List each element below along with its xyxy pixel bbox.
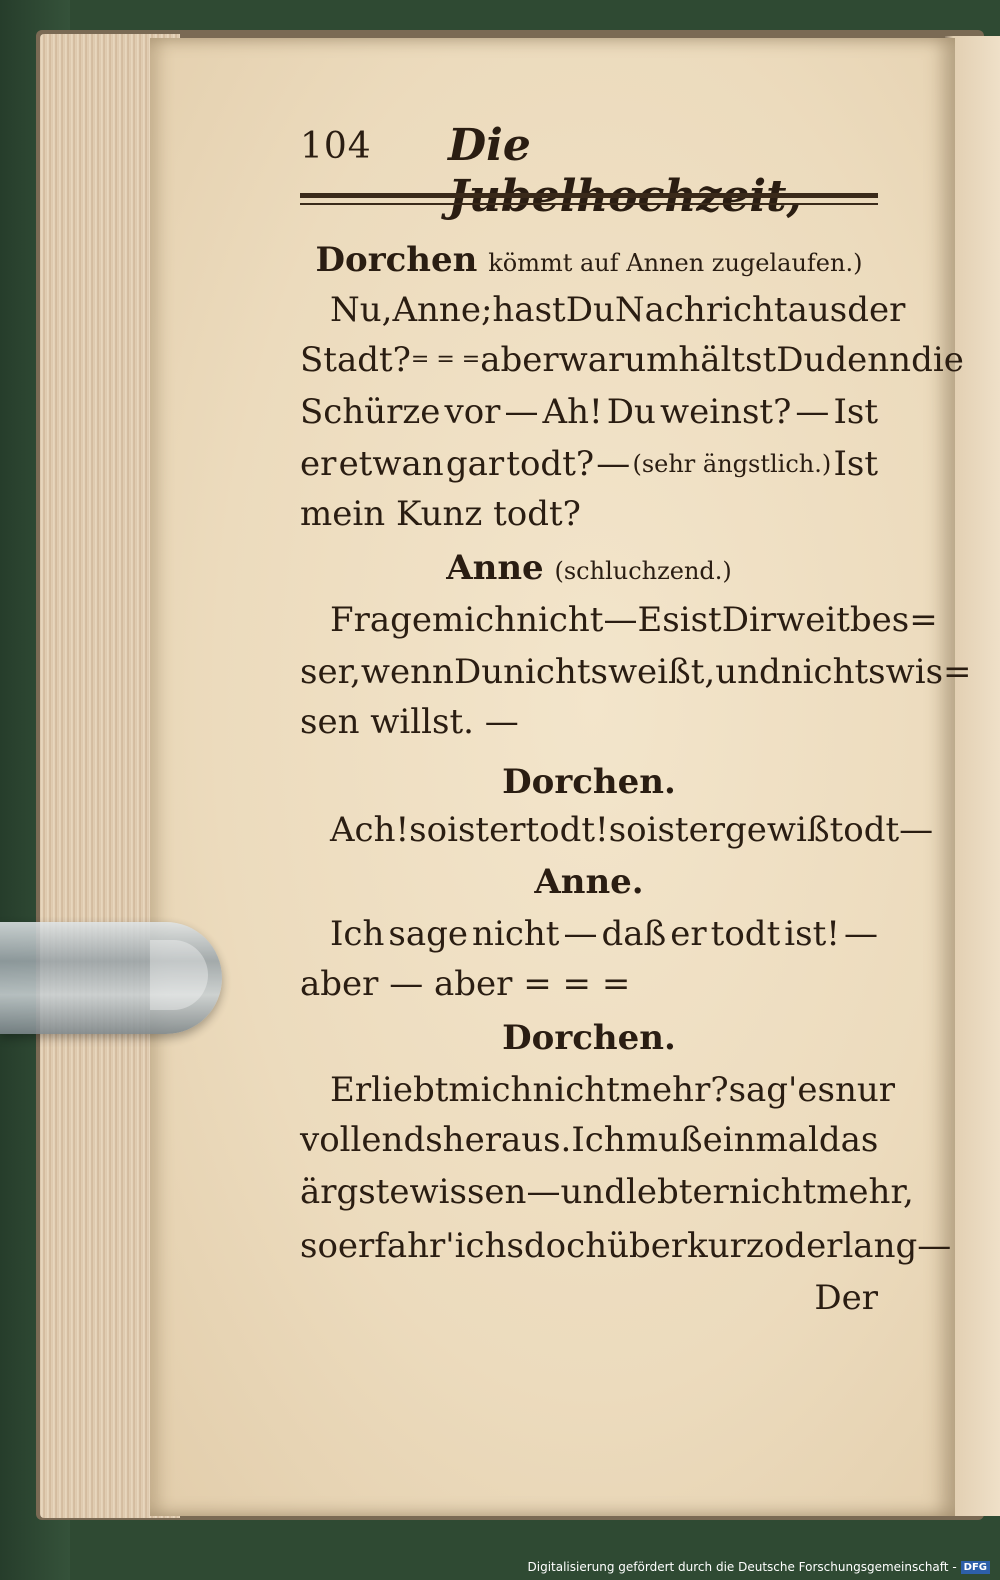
word: kurz [687, 1226, 764, 1266]
word: gar [445, 444, 505, 484]
word: er [692, 1172, 729, 1212]
word: doch [523, 1226, 608, 1266]
word: Du [453, 652, 504, 692]
word: weit [776, 600, 850, 640]
text-line [330, 290, 906, 330]
word: so [300, 1226, 338, 1266]
word: vollends [300, 1120, 443, 1160]
word: ichs [454, 1226, 524, 1266]
word: Dir [721, 600, 777, 640]
word: — [917, 1226, 952, 1266]
stage-direction: kömmt auf Annen zugelaufen.) [488, 249, 863, 277]
word: Nu, [330, 290, 393, 330]
text-line: mein Kunz todt? [300, 494, 581, 534]
text-line [300, 1120, 878, 1160]
word: ist [679, 600, 722, 640]
credit-text: Digitalisierung gefördert durch die Deutsche Forschungsgemeinschaft - [527, 1560, 957, 1574]
page-header [300, 120, 880, 180]
word: — [843, 914, 878, 954]
word: lang [842, 1226, 918, 1266]
word: und [560, 1172, 626, 1212]
word: wenn [360, 652, 454, 692]
word: er [670, 914, 707, 954]
word: liebt [371, 1070, 449, 1110]
text-line [300, 444, 878, 484]
word: der [847, 290, 906, 330]
speaker-name: Dorchen. [502, 762, 676, 802]
text-line [330, 810, 934, 850]
word: ser, [300, 652, 361, 692]
word: vor [444, 392, 501, 432]
word: Du [776, 340, 826, 380]
stage-direction: (sehr ängstlich.) [632, 450, 832, 478]
speaker-name: Anne [446, 548, 544, 588]
word: so [608, 810, 647, 850]
word: = = = [410, 347, 481, 372]
word: aber [480, 340, 559, 380]
word: nichts [503, 652, 608, 692]
word: Ist [833, 444, 878, 484]
text-line: aber — aber = = = [300, 964, 631, 1004]
word: todt [829, 810, 900, 850]
word: Ich [330, 914, 385, 954]
word: oder [763, 1226, 843, 1266]
word: die [911, 340, 964, 380]
rule-thick [300, 193, 878, 198]
word: wissen [409, 1172, 527, 1212]
word: — [596, 444, 631, 484]
word: ärgste [300, 1172, 410, 1212]
word: sag' [728, 1070, 798, 1110]
word: — [795, 392, 830, 432]
word: mehr, [816, 1172, 914, 1212]
word: — [526, 1172, 561, 1212]
word: Anne; [392, 290, 493, 330]
word: nichts [780, 652, 886, 692]
word: Du [565, 290, 615, 330]
word: mehr? [619, 1070, 729, 1110]
word: sage [388, 914, 469, 954]
word: gewiß [724, 810, 830, 850]
word: weinst? [659, 392, 792, 432]
word: ist! [784, 914, 840, 954]
word: so [409, 810, 448, 850]
speaker-name: Anne. [534, 862, 644, 902]
word: todt! [525, 810, 609, 850]
word: Schürze [300, 392, 441, 432]
word: todt [710, 914, 781, 954]
word: Ist [833, 392, 878, 432]
text-line [330, 914, 878, 954]
word: mich [432, 600, 517, 640]
word: erfahr' [337, 1226, 455, 1266]
word: — [899, 810, 934, 850]
header-rule [300, 193, 878, 209]
word: denn [825, 340, 912, 380]
word: Ich [571, 1120, 626, 1160]
word: nicht [532, 1070, 620, 1110]
word: das [818, 1120, 879, 1160]
word: nicht [516, 600, 604, 640]
speaker-line [300, 548, 878, 591]
word: aus [787, 290, 848, 330]
word: bes= [849, 600, 938, 640]
stage-direction: (schluchzend.) [554, 557, 732, 585]
word: heraus. [442, 1120, 572, 1160]
word: er [300, 444, 337, 484]
word: ist [646, 810, 689, 850]
word: mich [448, 1070, 533, 1110]
word: einmal [702, 1120, 819, 1160]
word: etwan [338, 444, 444, 484]
text-line [300, 652, 972, 692]
word: muß [625, 1120, 703, 1160]
word: nur [834, 1070, 896, 1110]
word: Nachricht [614, 290, 788, 330]
rule-thin [300, 203, 878, 205]
word: Du [606, 392, 656, 432]
text-line: sen willst. — [300, 702, 519, 742]
word: hältst [678, 340, 777, 380]
word: Ah! [542, 392, 603, 432]
digitization-credit [528, 1560, 991, 1574]
word: über [607, 1226, 688, 1266]
word: — [504, 392, 539, 432]
word: Er [330, 1070, 372, 1110]
page-number: 104 [300, 126, 372, 167]
catchword: Der [814, 1278, 878, 1318]
word: nicht [472, 914, 560, 954]
word: lebt [626, 1172, 693, 1212]
word: er [688, 810, 725, 850]
word: Ach! [330, 810, 410, 850]
word: ist [447, 810, 490, 850]
word: er [489, 810, 526, 850]
word: wis= [885, 652, 972, 692]
speaker-name: Dorchen [315, 240, 478, 280]
text-line [300, 1226, 952, 1266]
running-title: Die [448, 120, 531, 171]
word: warum [558, 340, 679, 380]
stage-direction-line [300, 240, 878, 283]
text-line [300, 340, 964, 380]
text-line [330, 600, 938, 640]
word: Es [637, 600, 680, 640]
text-line [300, 1172, 914, 1212]
word: — [603, 600, 638, 640]
word: weißt, [607, 652, 716, 692]
word: todt? [506, 444, 595, 484]
word: Stadt? [300, 340, 411, 380]
word: daß [601, 914, 667, 954]
speaker-name: Dorchen. [502, 1018, 676, 1058]
word: Frage [330, 600, 432, 640]
word: hast [492, 290, 566, 330]
text-line [330, 1070, 896, 1110]
word: nicht [728, 1172, 817, 1212]
word: es [797, 1070, 835, 1110]
text-line [300, 392, 878, 432]
word: und [715, 652, 781, 692]
dfg-logo: DFG [961, 1561, 990, 1574]
word: — [563, 914, 598, 954]
